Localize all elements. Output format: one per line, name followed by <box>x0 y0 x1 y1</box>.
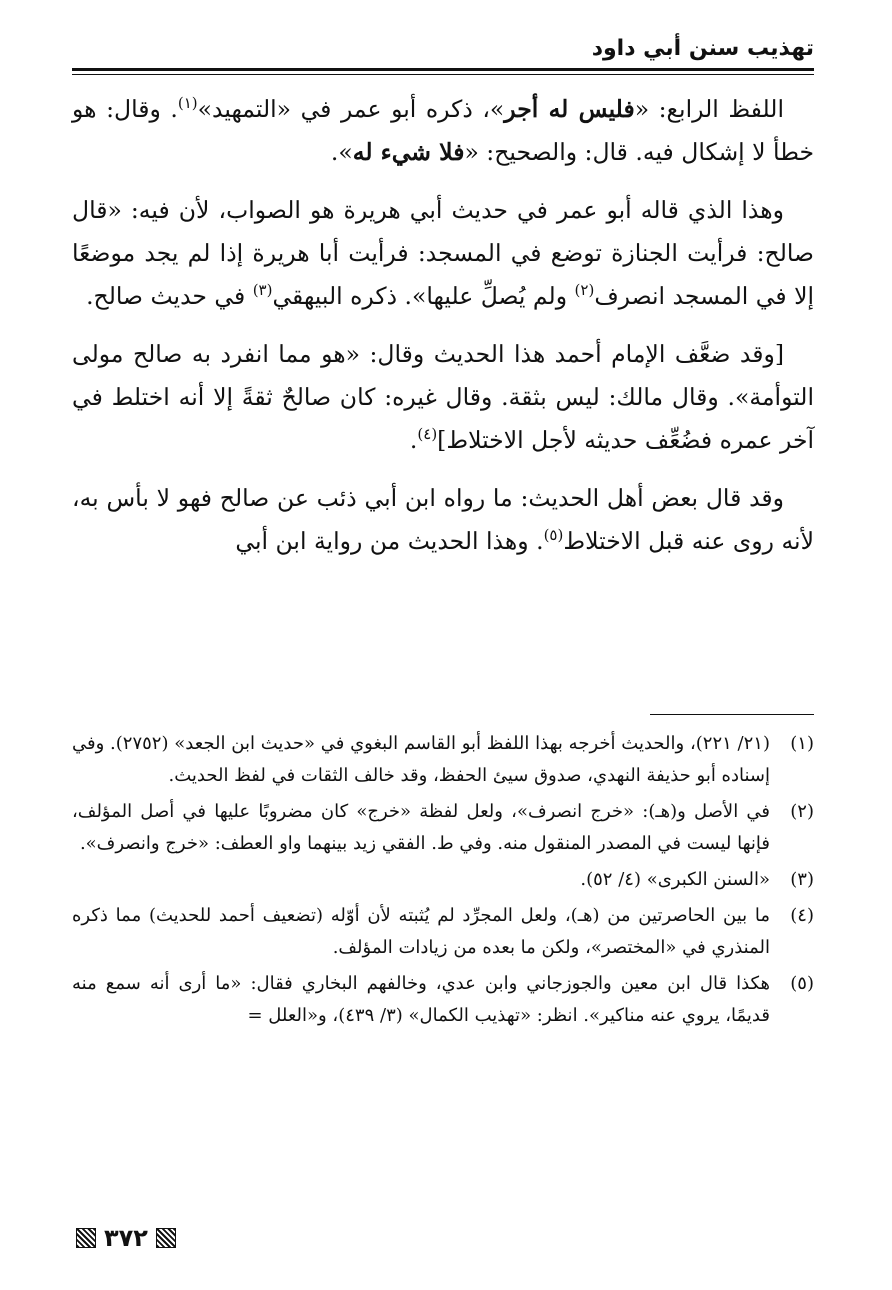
text-run: ». <box>330 138 353 166</box>
text-run: في حديث صالح. <box>86 282 253 310</box>
header-rule-thin <box>72 74 814 75</box>
footnote-number: (٥) <box>790 973 814 994</box>
footnote-ref-4[interactable]: (٤) <box>417 425 438 444</box>
ornament-icon <box>156 1228 176 1248</box>
header-rule <box>72 68 814 71</box>
footnote-text: هكذا قال ابن معين والجوزجاني وابن عدي، وخالفهم البخاري فقال: «ما أرى أنه سمع منه قديمًا، يروي عنه مناكير». انظر: «تهذيب الكمال» (٣/ ٤٣٩)، و«العلل = <box>72 973 770 1026</box>
footnote-separator <box>650 714 814 715</box>
footnote-2 <box>72 796 814 860</box>
footnote-ref-3[interactable]: (٣) <box>252 281 273 300</box>
text-run: وهذا الذي قاله أبو عمر في حديث أبي هريرة هو الصواب، لأن فيه: «قال صالح: فرأيت الجنازة توضع في المسجد: فرأيت أبا هريرة إذا لم يجد موضعًا إلا في المسجد انصرف <box>72 196 814 310</box>
footnote-ref-5[interactable]: (٥) <box>543 526 564 545</box>
footnote-text: ما بين الحاصرتين من (هـ)، ولعل المجرِّد لم يُثبته لأن أوّله (تضعيف أحمد للحديث) مما ذكره المنذري في «المختصر»، ولكن ما بعده من زيادات المؤلف. <box>72 905 770 958</box>
footnote-ref-2[interactable]: (٢) <box>574 281 595 300</box>
text-run: ولم يُصلِّ عليها». ذكره البيهقي <box>272 282 575 310</box>
footnote-number: (٤) <box>790 905 814 926</box>
text-run: اللفظ الرابع: « <box>634 95 784 123</box>
footnote-3 <box>72 864 814 896</box>
main-text <box>72 88 814 578</box>
footnote-5 <box>72 968 814 1032</box>
footnote-text: «السنن الكبرى» (٤/ ٥٢). <box>580 869 770 890</box>
text-run: . <box>409 426 418 454</box>
footnote-1 <box>72 728 814 792</box>
paragraph-2 <box>72 189 814 318</box>
footnote-text: (٢١/ ٢٢١)، والحديث أخرجه بهذا اللفظ أبو القاسم البغوي في «حديث ابن الجعد» (٢٧٥٢). وفي إسناده أبو حذيفة النهدي، صدوق سيئ الحفظ، وقد خالف الثقات في لفظ الحديث. <box>72 733 770 786</box>
text-run: »، ذكره أبو عمر في «التمهيد» <box>197 95 505 123</box>
ornament-icon <box>76 1228 96 1248</box>
quoted-bold: فلا شيء له <box>352 138 465 166</box>
text-run: . وقال: هو خطأ لا إشكال فيه. قال: والصحيح: « <box>72 95 814 166</box>
text-run: وقد قال بعض أهل الحديث: ما رواه ابن أبي ذئب عن صالح فهو لا بأس به، لأنه روى عنه قبل الاختلاط <box>72 484 814 555</box>
paragraph-4 <box>72 477 814 563</box>
paragraph-3 <box>72 333 814 462</box>
page-number-text: ٣٧٢ <box>104 1224 148 1252</box>
quoted-bold: فليس له أجر <box>504 95 635 123</box>
footnote-text: في الأصل و(هـ): «خرج انصرف»، ولعل لفظة «خرج» كان مضروبًا عليها في أصل المؤلف، فإنها ليست في المصدر المنقول منه. وفي ط. الفقي زيد بينهما واو العطف: «خرج وانصرف». <box>72 801 770 854</box>
footnote-number: (٣) <box>790 869 814 890</box>
page-number <box>76 1222 176 1254</box>
footnote-number: (٢) <box>790 801 814 822</box>
footnote-ref-1[interactable]: (١) <box>177 94 198 113</box>
book-title: تهذيب سنن أبي داود <box>591 36 814 61</box>
paragraph-1 <box>72 88 814 174</box>
text-run: [وقد ضعَّف الإمام أحمد هذا الحديث وقال: «هو مما انفرد به صالح مولى التوأمة». وقال مالك: ليس بثقة. وقال غيره: كان صالحٌ ثقةً إلا أنه اختلط في آخر عمره فضُعِّف حديثه لأجل الاختلاط] <box>72 340 814 454</box>
footnotes <box>72 728 814 1036</box>
footnote-4 <box>72 900 814 964</box>
running-header <box>72 30 814 74</box>
footnote-number: (١) <box>790 733 814 754</box>
text-run: . وهذا الحديث من رواية ابن أبي <box>235 527 544 555</box>
